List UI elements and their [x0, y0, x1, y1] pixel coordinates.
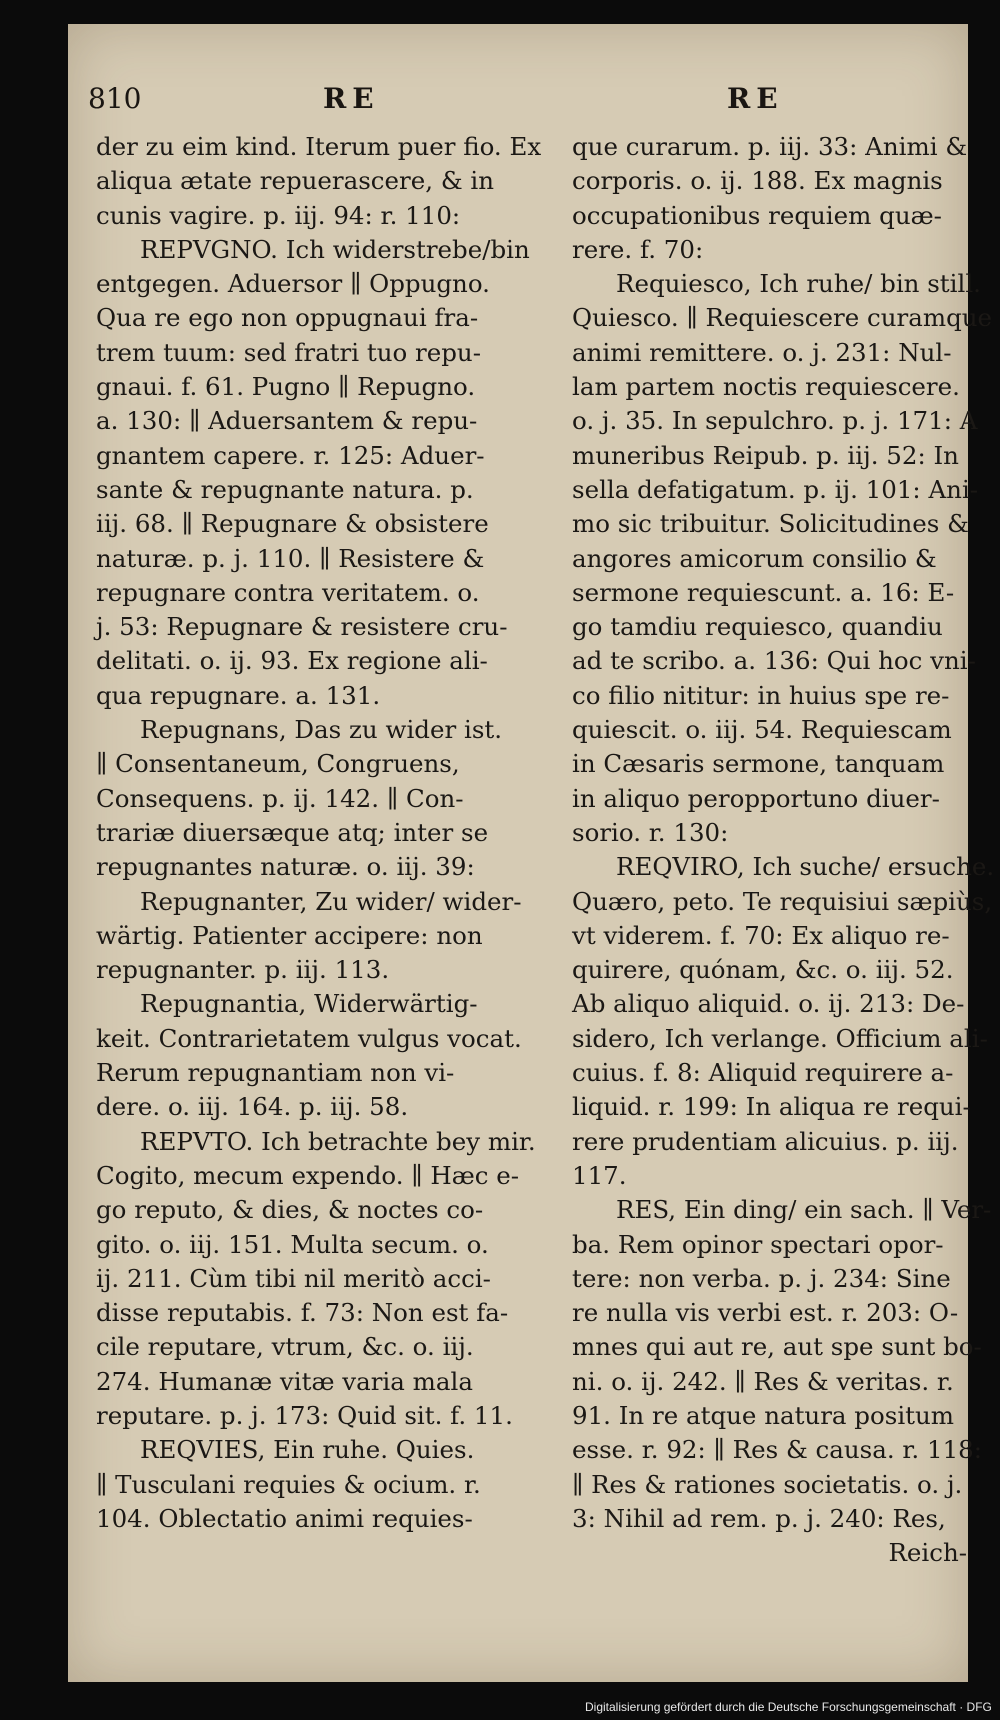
text-line: cuius. f. 8: Aliquid requirere a-	[572, 1058, 954, 1088]
text-line: in Cæsaris sermone, tanquam	[572, 749, 945, 779]
text-line: repugnantes naturæ. o. iij. 39:	[96, 852, 475, 882]
text-line: mnes qui aut re, aut spe sunt bo-	[572, 1332, 982, 1362]
text-line: Consequens. p. ij. 142. ∥ Con-	[96, 783, 464, 813]
text-line: rere. f. 70:	[572, 234, 704, 264]
text-line: ni. o. ij. 242. ∥ Res & veritas. r.	[572, 1366, 954, 1396]
text-line: liquid. r. 199: In aliqua re requi-	[572, 1092, 971, 1122]
text-line: ba. Rem opinor spectari opor-	[572, 1229, 944, 1259]
text-line: wärtig. Patienter accipere: non	[96, 920, 483, 950]
text-line: ∥ Consentaneum, Congruens,	[96, 749, 460, 779]
text-line: rere prudentiam alicuius. p. iij.	[572, 1126, 959, 1156]
text-line: muneribus Reipub. p. iij. 52: In	[572, 440, 959, 470]
text-line: j. 53: Repugnare & resistere cru-	[96, 612, 508, 642]
text-line: trariæ diuersæque atq; inter se	[96, 817, 489, 847]
text-line: ad te scribo. a. 136: Qui hoc vni-	[572, 646, 976, 676]
left-running-heading: RE	[323, 82, 380, 115]
text-line: trem tuum: sed fratri tuo repu-	[96, 337, 481, 367]
text-line: ∥ Res & rationes societatis. o. j.	[572, 1469, 963, 1499]
text-line: o. j. 35. In sepulchro. p. j. 171: A	[572, 406, 978, 436]
text-line: lam partem noctis requiescere.	[572, 372, 960, 402]
text-line: gito. o. iij. 151. Multa secum. o.	[96, 1229, 489, 1259]
text-line: repugnanter. p. iij. 113.	[96, 955, 390, 985]
text-line: ∥ Tusculani requies & ocium. r.	[96, 1469, 481, 1499]
text-line: ij. 211. Cùm tibi nil meritò acci-	[96, 1263, 491, 1293]
text-line: sante & repugnante natura. p.	[96, 474, 474, 504]
text-line: go reputo, & dies, & noctes co-	[96, 1195, 484, 1225]
text-line: delitati. o. ij. 93. Ex regione ali-	[96, 646, 488, 676]
text-line: sorio. r. 130:	[572, 817, 729, 847]
text-line: qua repugnare. a. 131.	[96, 680, 381, 710]
text-line: naturæ. p. j. 110. ∥ Resistere &	[96, 543, 485, 573]
entry-headword-line: Requiesco, Ich ruhe/ bin still.	[616, 269, 981, 299]
text-line: 117.	[572, 1160, 627, 1190]
text-line: Cogito, mecum expendo. ∥ Hæc e-	[96, 1160, 520, 1190]
entry-headword-line: REPVGNO. Ich widerstrebe/bin	[140, 234, 530, 264]
text-line: der zu eim kind. Iterum puer fio. Ex	[96, 132, 542, 161]
text-line: occupationibus requiem quæ-	[572, 200, 942, 230]
text-line: iij. 68. ∥ Repugnare & obsistere	[96, 509, 489, 539]
right-running-heading: RE	[727, 82, 784, 115]
text-line: 104. Oblectatio animi requies-	[96, 1503, 473, 1533]
text-line: dere. o. iij. 164. p. iij. 58.	[96, 1092, 409, 1122]
right-column	[572, 130, 995, 1570]
text-line: in aliquo peropportuno diuer-	[572, 783, 940, 813]
text-line: esse. r. 92: ∥ Res & causa. r. 118:	[572, 1435, 983, 1465]
text-line: corporis. o. ij. 188. Ex magnis	[572, 166, 943, 196]
text-line: quirere, quónam, &c. o. iij. 52.	[572, 955, 954, 985]
text-line: reputare. p. j. 173: Quid sit. f. 11.	[96, 1400, 513, 1430]
text-line: Rerum repugnantiam non vi-	[96, 1058, 455, 1088]
text-line: gnaui. f. 61. Pugno ∥ Repugno.	[96, 372, 476, 402]
text-line: sella defatigatum. p. ij. 101: Ani-	[572, 474, 979, 504]
entry-headword-line: REPVTO. Ich betrachte bey mir.	[140, 1126, 536, 1156]
page-number: 810	[88, 82, 142, 115]
text-line: re nulla vis verbi est. r. 203: O-	[572, 1298, 959, 1328]
text-line: disse reputabis. f. 73: Non est fa-	[96, 1298, 509, 1328]
text-line: sidero, Ich verlange. Officium ali-	[572, 1023, 988, 1053]
text-line: go tamdiu requiesco, quandiu	[572, 612, 943, 642]
text-line: que curarum. p. iij. 33: Animi &	[572, 132, 968, 161]
text-line: 91. In re atque natura positum	[572, 1400, 955, 1430]
digitization-credit: Digitalisierung gefördert durch die Deutsche Forschungsgemeinschaft · DFG	[585, 1700, 992, 1714]
text-line: Quiesco. ∥ Requiescere curamque	[572, 303, 993, 333]
text-line: Quæro, peto. Te requisiui sæpiùs,	[572, 886, 993, 916]
text-line: entgegen. Aduersor ∥ Oppugno.	[96, 269, 490, 299]
text-line: cile reputare, vtrum, &c. o. iij.	[96, 1332, 474, 1362]
running-header	[88, 82, 948, 124]
text-line: a. 130: ∥ Aduersantem & repu-	[96, 406, 478, 436]
left-column	[96, 130, 542, 1536]
catchword: Reich-	[888, 1538, 967, 1568]
text-line: vt viderem. f. 70: Ex aliquo re-	[572, 920, 950, 950]
text-line: Qua re ego non oppugnaui fra-	[96, 303, 479, 333]
text-line: co filio nititur: in huius spe re-	[572, 680, 950, 710]
entry-headword-line: RES, Ein ding/ ein sach. ∥ Ver-	[616, 1195, 992, 1225]
text-line: cunis vagire. p. iij. 94: r. 110:	[96, 200, 461, 230]
text-line: mo sic tribuitur. Solicitudines &	[572, 509, 969, 539]
text-line: animi remittere. o. j. 231: Nul-	[572, 337, 952, 367]
text-line: tere: non verba. p. j. 234: Sine	[572, 1263, 951, 1293]
text-line: keit. Contrarietatem vulgus vocat.	[96, 1023, 522, 1053]
text-line: 274. Humanæ vitæ varia mala	[96, 1366, 473, 1396]
text-line: sermone requiescunt. a. 16: E-	[572, 577, 955, 607]
text-line: repugnare contra veritatem. o.	[96, 577, 480, 607]
text-line: quiescit. o. iij. 54. Requiescam	[572, 715, 952, 745]
text-line: aliqua ætate repuerascere, & in	[96, 166, 495, 196]
entry-headword-line: Repugnantia, Widerwärtig-	[140, 989, 478, 1019]
entry-headword-line: Repugnanter, Zu wider/ wider-	[140, 886, 522, 916]
entry-headword-line: Repugnans, Das zu wider ist.	[140, 715, 503, 745]
text-line: gnantem capere. r. 125: Aduer-	[96, 440, 485, 470]
entry-headword-line: REQVIRO, Ich suche/ ersuche.	[616, 852, 995, 882]
text-line: angores amicorum consilio &	[572, 543, 937, 573]
text-line: Ab aliquo aliquid. o. ij. 213: De-	[572, 989, 965, 1019]
entry-headword-line: REQVIES, Ein ruhe. Quies.	[140, 1435, 475, 1465]
text-line: 3: Nihil ad rem. p. j. 240: Res,	[572, 1503, 946, 1533]
